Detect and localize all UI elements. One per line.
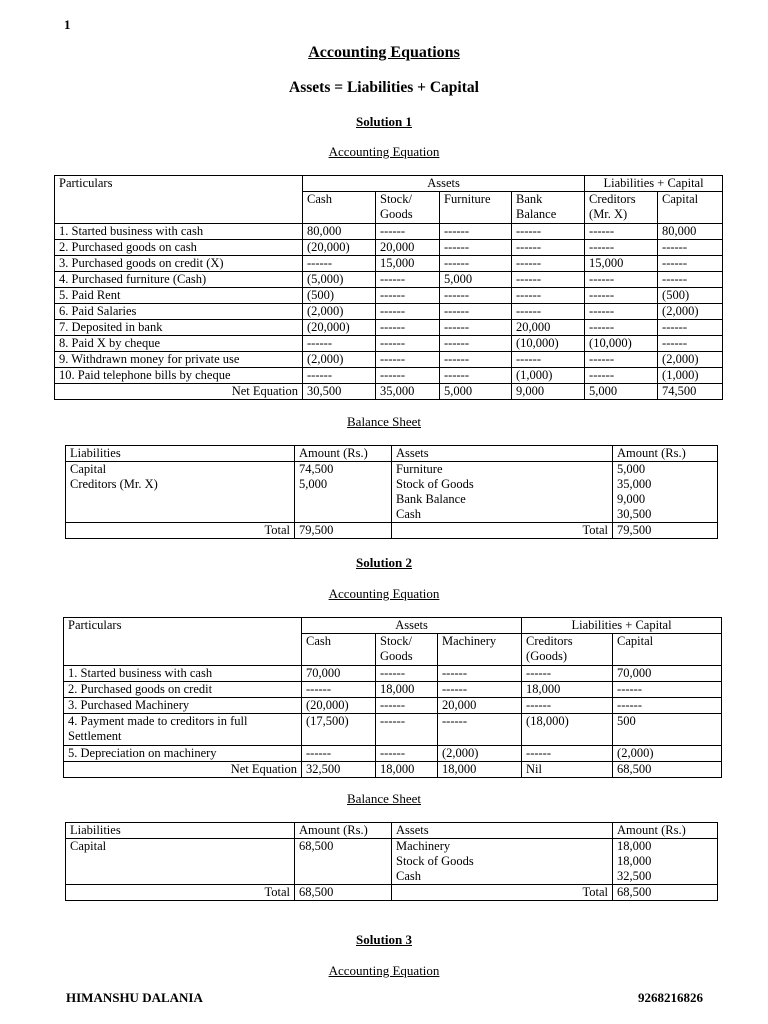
cell-furniture: ------ (440, 224, 512, 240)
cell-capital: 80,000 (658, 224, 723, 240)
cell-stock: ------ (376, 224, 440, 240)
cell-bank: ------ (512, 224, 585, 240)
cell-stock: 18,000 (376, 762, 438, 778)
cell-cash: 80,000 (303, 224, 376, 240)
cell-capital: ------ (658, 256, 723, 272)
row-particular: 9. Withdrawn money for private use (55, 352, 303, 368)
row-particular: 6. Paid Salaries (55, 304, 303, 320)
cell-furniture: ------ (440, 320, 512, 336)
cell-stock: ------ (376, 288, 440, 304)
bs-liability: Capital (66, 462, 295, 478)
bs-liability (66, 869, 295, 885)
bs-asset: Cash (392, 507, 613, 523)
cell-bank: ------ (512, 304, 585, 320)
cell-bank: ------ (512, 272, 585, 288)
solution-1-balance-sheet (65, 445, 718, 539)
bs-asset-amount: 18,000 (613, 854, 718, 869)
solution-2-equation-title: Accounting Equation (328, 586, 440, 601)
cell-capital: (2,000) (658, 352, 723, 368)
page-subtitle: Assets = Liabilities + Capital (289, 79, 479, 96)
cell-furniture: ------ (440, 288, 512, 304)
cell-machinery: ------ (438, 666, 522, 682)
cell-capital: 74,500 (658, 384, 723, 400)
solution-2-balance-sheet-title: Balance Sheet (347, 791, 421, 806)
bs-liability-amount: 68,500 (295, 839, 392, 855)
cell-furniture: ------ (440, 304, 512, 320)
cell-stock: ------ (376, 320, 440, 336)
cell-creditors: ------ (585, 368, 658, 384)
cell-creditors: ------ (522, 698, 613, 714)
bs-total-label: Total (392, 885, 613, 901)
table-row (55, 304, 723, 320)
bs-asset: Bank Balance (392, 492, 613, 507)
table-row (64, 698, 722, 714)
solution-3-heading: Solution 3 (356, 932, 412, 947)
cell-bank: (1,000) (512, 368, 585, 384)
footer-phone: 9268216826 (638, 990, 703, 1005)
cell-cash: (5,000) (303, 272, 376, 288)
cell-creditors: ------ (522, 666, 613, 682)
cell-cash: ------ (303, 336, 376, 352)
cell-stock: ------ (376, 746, 438, 762)
cell-cash: 30,500 (303, 384, 376, 400)
bs-liability-amount (295, 507, 392, 523)
cell-furniture: ------ (440, 240, 512, 256)
cell-bank: 9,000 (512, 384, 585, 400)
bs-asset-amount: 5,000 (613, 462, 718, 478)
bs-liability-amount (295, 854, 392, 869)
cell-capital: ------ (658, 336, 723, 352)
cell-creditors: 5,000 (585, 384, 658, 400)
cell-stock: ------ (376, 304, 440, 320)
cell-cash: (17,500) (302, 714, 376, 746)
bs-asset-total: 68,500 (613, 885, 718, 901)
cell-cash: ------ (302, 682, 376, 698)
bs-assets-header: Assets (392, 446, 613, 462)
bs-assets-header: Assets (392, 823, 613, 839)
cell-stock: ------ (376, 336, 440, 352)
cell-cash: (20,000) (303, 240, 376, 256)
header-creditors: Creditors (Mr. X) (585, 192, 658, 224)
cell-creditors: (10,000) (585, 336, 658, 352)
table-row (66, 462, 718, 478)
cell-capital: ------ (613, 682, 722, 698)
solution-1-balance-sheet-title: Balance Sheet (347, 414, 421, 429)
table-row (64, 714, 722, 746)
net-equation-label: Net Equation (55, 384, 303, 400)
header-capital: Capital (658, 192, 723, 224)
bs-asset: Stock of Goods (392, 854, 613, 869)
bs-liability-amount (295, 869, 392, 885)
row-particular: 5. Paid Rent (55, 288, 303, 304)
cell-capital: 500 (613, 714, 722, 746)
cell-stock: ------ (376, 272, 440, 288)
table-row (64, 746, 722, 762)
cell-machinery: 18,000 (438, 762, 522, 778)
net-equation-row (64, 762, 722, 778)
bs-liability: Creditors (Mr. X) (66, 477, 295, 492)
table-row (64, 682, 722, 698)
header-furniture: Furniture (440, 192, 512, 224)
cell-capital: ------ (658, 320, 723, 336)
solution-2-heading: Solution 2 (356, 555, 412, 570)
bs-liability-amount: 5,000 (295, 477, 392, 492)
header-liabilities-capital: Liabilities + Capital (585, 176, 723, 192)
row-particular: 2. Purchased goods on cash (55, 240, 303, 256)
cell-bank: ------ (512, 352, 585, 368)
cell-capital: ------ (658, 240, 723, 256)
bs-liability-total: 68,500 (295, 885, 392, 901)
row-particular: 8. Paid X by cheque (55, 336, 303, 352)
cell-cash: ------ (302, 746, 376, 762)
cell-cash: (2,000) (303, 304, 376, 320)
bs-liability (66, 507, 295, 523)
solution-1-equation-table (54, 175, 723, 400)
bs-total-label: Total (66, 523, 295, 539)
bs-total-row (66, 523, 718, 539)
cell-stock: ------ (376, 714, 438, 746)
cell-machinery: (2,000) (438, 746, 522, 762)
bs-liability (66, 854, 295, 869)
solution-2-balance-sheet (65, 822, 718, 901)
bs-asset: Furniture (392, 462, 613, 478)
header-liabilities-capital: Liabilities + Capital (522, 618, 722, 634)
cell-capital: ------ (658, 272, 723, 288)
solution-2-equation-table (63, 617, 722, 778)
bs-liabilities-header: Liabilities (66, 823, 295, 839)
bs-amount-header: Amount (Rs.) (295, 823, 392, 839)
cell-cash: 32,500 (302, 762, 376, 778)
cell-creditors: ------ (585, 304, 658, 320)
cell-machinery: ------ (438, 682, 522, 698)
cell-cash: (20,000) (303, 320, 376, 336)
cell-creditors: ------ (522, 746, 613, 762)
bs-asset-amount: 9,000 (613, 492, 718, 507)
cell-cash: 70,000 (302, 666, 376, 682)
table-row (55, 288, 723, 304)
cell-creditors: ------ (585, 320, 658, 336)
cell-stock: 35,000 (376, 384, 440, 400)
row-particular: 10. Paid telephone bills by cheque (55, 368, 303, 384)
row-particular: 1. Started business with cash (64, 666, 302, 682)
bs-amount-header: Amount (Rs.) (295, 446, 392, 462)
header-cash: Cash (303, 192, 376, 224)
cell-capital: (2,000) (658, 304, 723, 320)
row-particular: 1. Started business with cash (55, 224, 303, 240)
bs-total-label: Total (66, 885, 295, 901)
cell-furniture: ------ (440, 336, 512, 352)
table-row (55, 320, 723, 336)
cell-furniture: ------ (440, 352, 512, 368)
cell-stock: 15,000 (376, 256, 440, 272)
table-row (66, 477, 718, 492)
cell-capital: 70,000 (613, 666, 722, 682)
cell-furniture: 5,000 (440, 384, 512, 400)
header-bank-balance: Bank Balance (512, 192, 585, 224)
cell-stock: ------ (376, 368, 440, 384)
cell-creditors: 18,000 (522, 682, 613, 698)
cell-machinery: ------ (438, 714, 522, 746)
row-particular: 4. Payment made to creditors in full Settlement (64, 714, 302, 746)
header-particulars: Particulars (64, 618, 302, 666)
cell-cash: ------ (303, 368, 376, 384)
cell-bank: ------ (512, 288, 585, 304)
row-particular: 7. Deposited in bank (55, 320, 303, 336)
bs-liability-amount (295, 492, 392, 507)
table-row (66, 839, 718, 855)
cell-creditors: ------ (585, 288, 658, 304)
bs-asset-total: 79,500 (613, 523, 718, 539)
table-row (55, 368, 723, 384)
table-row (55, 256, 723, 272)
cell-bank: ------ (512, 240, 585, 256)
bs-amount-header: Amount (Rs.) (613, 823, 718, 839)
cell-stock: 20,000 (376, 240, 440, 256)
bs-liability: Capital (66, 839, 295, 855)
cell-creditors: ------ (585, 240, 658, 256)
bs-asset: Stock of Goods (392, 477, 613, 492)
bs-total-row (66, 885, 718, 901)
cell-stock: ------ (376, 698, 438, 714)
table-row (64, 666, 722, 682)
bs-asset: Machinery (392, 839, 613, 855)
table-row (66, 507, 718, 523)
row-particular: 4. Purchased furniture (Cash) (55, 272, 303, 288)
bs-liabilities-header: Liabilities (66, 446, 295, 462)
cell-stock: ------ (376, 352, 440, 368)
cell-creditors: Nil (522, 762, 613, 778)
cell-bank: (10,000) (512, 336, 585, 352)
cell-creditors: ------ (585, 272, 658, 288)
cell-furniture: 5,000 (440, 272, 512, 288)
page-title: Accounting Equations (308, 44, 460, 61)
bs-asset: Cash (392, 869, 613, 885)
row-particular: 3. Purchased goods on credit (X) (55, 256, 303, 272)
table-row (55, 336, 723, 352)
row-particular: 5. Depreciation on machinery (64, 746, 302, 762)
bs-liability-amount: 74,500 (295, 462, 392, 478)
table-row (55, 272, 723, 288)
cell-cash: (500) (303, 288, 376, 304)
net-equation-row (55, 384, 723, 400)
bs-asset-amount: 32,500 (613, 869, 718, 885)
cell-creditors: (18,000) (522, 714, 613, 746)
header-stock: Stock/ Goods (376, 634, 438, 666)
page-number: 1 (64, 17, 71, 32)
row-particular: 3. Purchased Machinery (64, 698, 302, 714)
bs-asset-amount: 18,000 (613, 839, 718, 855)
cell-creditors: ------ (585, 224, 658, 240)
cell-machinery: 20,000 (438, 698, 522, 714)
solution-3-equation-title: Accounting Equation (328, 963, 440, 978)
cell-capital: (500) (658, 288, 723, 304)
cell-stock: ------ (376, 666, 438, 682)
bs-liability (66, 492, 295, 507)
cell-capital: ------ (613, 698, 722, 714)
cell-cash: (20,000) (302, 698, 376, 714)
header-cash: Cash (302, 634, 376, 666)
table-row (66, 492, 718, 507)
header-assets: Assets (302, 618, 522, 634)
cell-cash: (2,000) (303, 352, 376, 368)
table-row (55, 240, 723, 256)
cell-creditors: 15,000 (585, 256, 658, 272)
cell-cash: ------ (303, 256, 376, 272)
header-creditors: Creditors (Goods) (522, 634, 613, 666)
cell-stock: 18,000 (376, 682, 438, 698)
net-equation-label: Net Equation (64, 762, 302, 778)
header-assets: Assets (303, 176, 585, 192)
bs-liability-total: 79,500 (295, 523, 392, 539)
row-particular: 2. Purchased goods on credit (64, 682, 302, 698)
table-row (55, 352, 723, 368)
solution-1-heading: Solution 1 (356, 114, 412, 129)
cell-capital: (1,000) (658, 368, 723, 384)
cell-furniture: ------ (440, 368, 512, 384)
header-machinery: Machinery (438, 634, 522, 666)
table-row (66, 854, 718, 869)
solution-1-equation-title: Accounting Equation (328, 144, 440, 159)
cell-bank: 20,000 (512, 320, 585, 336)
bs-total-label: Total (392, 523, 613, 539)
bs-asset-amount: 35,000 (613, 477, 718, 492)
table-row (55, 224, 723, 240)
header-particulars: Particulars (55, 176, 303, 224)
bs-asset-amount: 30,500 (613, 507, 718, 523)
cell-capital: (2,000) (613, 746, 722, 762)
cell-capital: 68,500 (613, 762, 722, 778)
header-capital: Capital (613, 634, 722, 666)
footer-author: HIMANSHU DALANIA (66, 990, 203, 1005)
header-stock: Stock/ Goods (376, 192, 440, 224)
cell-furniture: ------ (440, 256, 512, 272)
bs-amount-header: Amount (Rs.) (613, 446, 718, 462)
table-row (66, 869, 718, 885)
cell-bank: ------ (512, 256, 585, 272)
cell-creditors: ------ (585, 352, 658, 368)
